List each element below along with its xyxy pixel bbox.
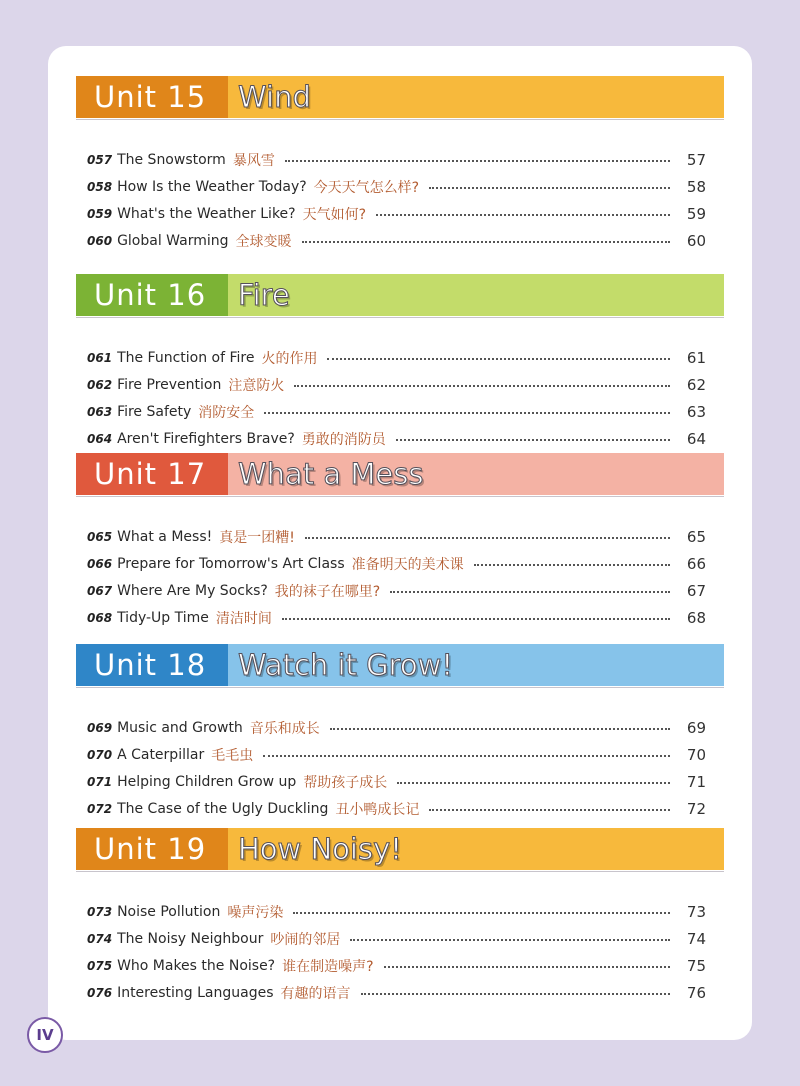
entry-title-zh: 今天天气怎么样? <box>313 179 420 196</box>
dot-leader <box>285 160 670 162</box>
entry-code: 073 <box>87 904 113 919</box>
toc-entry[interactable] <box>76 795 724 822</box>
entry-title-en: Prepare for Tomorrow's Art Class <box>117 555 345 572</box>
entry-title-zh: 全球变暖 <box>235 233 292 250</box>
entry-page: 63 <box>686 402 706 421</box>
dot-leader <box>293 912 670 914</box>
unit-banner <box>76 274 724 316</box>
dot-leader <box>302 241 671 243</box>
entry-title-zh: 天气如何? <box>302 206 367 223</box>
unit-banner <box>76 644 724 686</box>
entry-title-zh: 准备明天的美术课 <box>351 556 464 573</box>
entry-page: 75 <box>686 956 706 975</box>
entry-title-en: How Is the Weather Today? <box>117 178 307 195</box>
entry-title-zh: 注意防火 <box>228 377 285 394</box>
entry-title-en: Interesting Languages <box>117 984 274 1001</box>
entry-code: 066 <box>87 556 113 571</box>
entry-code: 074 <box>87 931 113 946</box>
entry-page: 57 <box>686 150 706 169</box>
entry-title-en: Where Are My Socks? <box>117 582 268 599</box>
unit-section <box>76 76 724 254</box>
page-number-badge: IV <box>27 1017 63 1053</box>
entry-list <box>76 898 724 1006</box>
entry-page: 76 <box>686 983 706 1002</box>
dot-leader <box>361 993 671 995</box>
toc-page <box>48 46 752 1040</box>
entry-code: 076 <box>87 985 113 1000</box>
toc-entry[interactable] <box>76 768 724 795</box>
unit-number: Unit 15 <box>76 76 228 118</box>
dot-leader <box>390 591 670 593</box>
entry-page: 70 <box>686 745 706 764</box>
entry-title-zh: 真是一团糟! <box>219 529 295 546</box>
toc-entry[interactable] <box>76 714 724 741</box>
entry-title-zh: 吵闹的邻居 <box>270 931 341 948</box>
entry-title-en: A Caterpillar <box>117 746 205 763</box>
dot-leader <box>282 618 670 620</box>
entry-title-en: Tidy-Up Time <box>117 609 209 626</box>
entry-page: 69 <box>686 718 706 737</box>
toc-entry[interactable] <box>76 741 724 768</box>
entry-code: 072 <box>87 801 113 816</box>
entry-page: 61 <box>686 348 706 367</box>
entry-page: 67 <box>686 581 706 600</box>
entry-page: 66 <box>686 554 706 573</box>
dot-leader <box>474 564 670 566</box>
toc-entry[interactable] <box>76 979 724 1006</box>
unit-section <box>76 828 724 1006</box>
entry-page: 73 <box>686 902 706 921</box>
entry-page: 62 <box>686 375 706 394</box>
entry-page: 72 <box>686 799 706 818</box>
unit-banner <box>76 76 724 118</box>
entry-code: 059 <box>87 206 113 221</box>
entry-code: 071 <box>87 774 113 789</box>
entry-code: 063 <box>87 404 113 419</box>
divider <box>76 496 724 497</box>
entry-title-en: Fire Prevention <box>117 376 222 393</box>
toc-entry[interactable] <box>76 898 724 925</box>
entry-title-en: Who Makes the Noise? <box>117 957 276 974</box>
toc-entry[interactable] <box>76 425 724 452</box>
unit-number: Unit 19 <box>76 828 228 870</box>
entry-page: 74 <box>686 929 706 948</box>
toc-entry[interactable] <box>76 200 724 227</box>
unit-number: Unit 17 <box>76 453 228 495</box>
entry-title-zh: 音乐和成长 <box>249 720 320 737</box>
dot-leader <box>376 214 670 216</box>
toc-entry[interactable] <box>76 371 724 398</box>
entry-title-en: Helping Children Grow up <box>117 773 297 790</box>
toc-entry[interactable] <box>76 344 724 371</box>
dot-leader <box>330 728 670 730</box>
entry-page: 58 <box>686 177 706 196</box>
unit-title: Wind <box>228 76 724 118</box>
entry-page: 60 <box>686 231 706 250</box>
entry-title-zh: 毛毛虫 <box>211 747 254 764</box>
entry-list <box>76 146 724 254</box>
dot-leader <box>384 966 670 968</box>
toc-entry[interactable] <box>76 577 724 604</box>
toc-entry[interactable] <box>76 173 724 200</box>
divider <box>76 687 724 688</box>
entry-title-en: The Function of Fire <box>117 349 255 366</box>
unit-section <box>76 274 724 452</box>
entry-title-en: What's the Weather Like? <box>117 205 296 222</box>
dot-leader <box>327 358 670 360</box>
unit-section <box>76 453 724 631</box>
entry-code: 062 <box>87 377 113 392</box>
unit-title: Fire <box>228 274 724 316</box>
entry-page: 65 <box>686 527 706 546</box>
divider <box>76 871 724 872</box>
entry-title-en: What a Mess! <box>117 528 213 545</box>
unit-title: What a Mess <box>228 453 724 495</box>
entry-title-zh: 帮助孩子成长 <box>303 774 388 791</box>
unit-banner <box>76 453 724 495</box>
entry-list <box>76 714 724 822</box>
toc-entry[interactable] <box>76 925 724 952</box>
unit-banner <box>76 828 724 870</box>
entry-code: 069 <box>87 720 113 735</box>
unit-title: How Noisy! <box>228 828 724 870</box>
dot-leader <box>429 187 670 189</box>
dot-leader <box>397 782 670 784</box>
entry-code: 075 <box>87 958 113 973</box>
dot-leader <box>396 439 670 441</box>
divider <box>76 317 724 318</box>
divider <box>76 119 724 120</box>
entry-title-en: The Noisy Neighbour <box>117 930 264 947</box>
dot-leader <box>263 755 670 757</box>
unit-number: Unit 18 <box>76 644 228 686</box>
entry-code: 057 <box>87 152 113 167</box>
dot-leader <box>294 385 670 387</box>
entry-page: 59 <box>686 204 706 223</box>
unit-number: Unit 16 <box>76 274 228 316</box>
unit-title: Watch it Grow! <box>228 644 724 686</box>
dot-leader <box>305 537 670 539</box>
unit-section <box>76 644 724 822</box>
toc-entry[interactable] <box>76 604 724 631</box>
entry-title-zh: 清洁时间 <box>215 610 272 627</box>
entry-title-zh: 谁在制造噪声? <box>282 958 374 975</box>
entry-list <box>76 344 724 452</box>
entry-title-zh: 暴风雪 <box>232 152 275 169</box>
entry-code: 065 <box>87 529 113 544</box>
entry-title-en: The Snowstorm <box>117 151 226 168</box>
toc-entry[interactable] <box>76 398 724 425</box>
entry-code: 068 <box>87 610 113 625</box>
entry-title-zh: 丑小鸭成长记 <box>335 801 420 818</box>
entry-list <box>76 523 724 631</box>
toc-entry[interactable] <box>76 523 724 550</box>
entry-page: 68 <box>686 608 706 627</box>
entry-title-zh: 消防安全 <box>198 404 255 421</box>
entry-title-en: Music and Growth <box>117 719 243 736</box>
entry-title-zh: 我的袜子在哪里? <box>274 583 381 600</box>
entry-title-zh: 火的作用 <box>261 350 318 367</box>
entry-title-zh: 噪声污染 <box>227 904 284 921</box>
entry-title-zh: 勇敢的消防员 <box>301 431 386 448</box>
toc-entry[interactable] <box>76 550 724 577</box>
entry-page: 64 <box>686 429 706 448</box>
dot-leader <box>429 809 670 811</box>
entry-title-en: Global Warming <box>117 232 229 249</box>
entry-code: 064 <box>87 431 113 446</box>
entry-title-en: Fire Safety <box>117 403 192 420</box>
entry-code: 058 <box>87 179 113 194</box>
entry-code: 060 <box>87 233 113 248</box>
toc-entry[interactable] <box>76 952 724 979</box>
dot-leader <box>350 939 670 941</box>
entry-title-en: Aren't Firefighters Brave? <box>117 430 295 447</box>
entry-page: 71 <box>686 772 706 791</box>
dot-leader <box>264 412 670 414</box>
entry-code: 061 <box>87 350 113 365</box>
toc-entry[interactable] <box>76 146 724 173</box>
entry-title-en: The Case of the Ugly Duckling <box>117 800 329 817</box>
entry-title-en: Noise Pollution <box>117 903 221 920</box>
entry-code: 067 <box>87 583 113 598</box>
entry-code: 070 <box>87 747 113 762</box>
toc-entry[interactable] <box>76 227 724 254</box>
entry-title-zh: 有趣的语言 <box>280 985 351 1002</box>
